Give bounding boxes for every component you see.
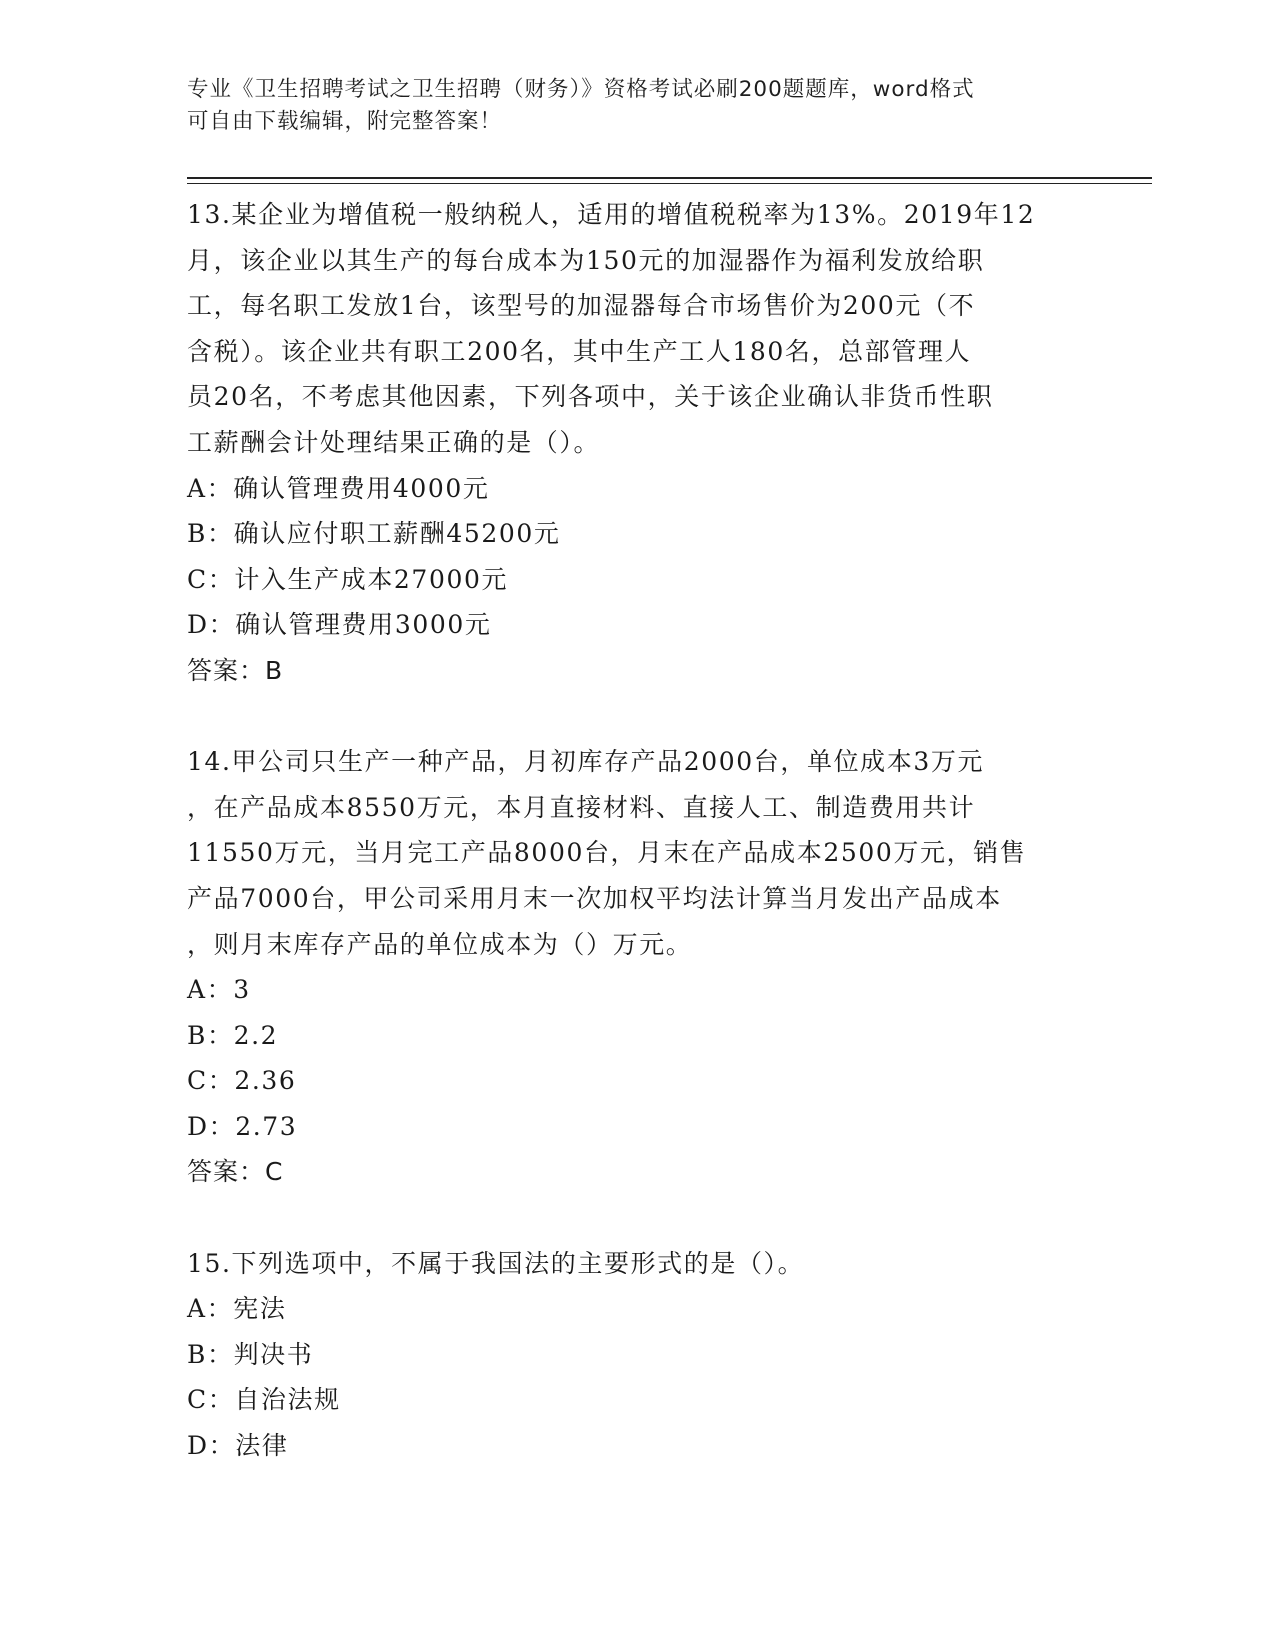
option-c: C：自治法规	[187, 1385, 341, 1415]
option-a: A：确认管理费用4000元	[187, 473, 490, 503]
question-text-line: 产品7000台，甲公司采用月末一次加权平均法计算当月发出产品成本	[187, 883, 1002, 913]
document-header	[187, 74, 1087, 138]
header-divider-thin	[187, 183, 1152, 184]
option-a: A：3	[187, 975, 251, 1005]
answer-text: 答案：B	[187, 655, 284, 685]
option-d: D：法律	[187, 1431, 289, 1461]
option-b: B：2.2	[187, 1020, 279, 1050]
option-b: B：确认应付职工薪酬45200元	[187, 519, 561, 549]
header-divider-thick	[187, 177, 1152, 179]
question-text-line: 员20名，不考虑其他因素，下列各项中，关于该企业确认非货币性职	[187, 382, 994, 412]
option-a: A：宪法	[187, 1294, 287, 1324]
header-title-line-1: 专业《卫生招聘考试之卫生招聘（财务）》资格考试必刷200题题库，word格式	[187, 77, 975, 102]
option-c: C：计入生产成本27000元	[187, 564, 509, 594]
answer-text: 答案：C	[187, 1157, 284, 1187]
header-title-line-2: 可自由下载编辑，附完整答案！	[187, 109, 503, 134]
question-14	[187, 739, 1087, 1195]
question-spacer	[187, 694, 1087, 740]
option-b: B：判决书	[187, 1339, 314, 1369]
option-c: C：2.36	[187, 1066, 297, 1096]
question-text-line: ，则月末库存产品的单位成本为（）万元。	[187, 929, 693, 959]
question-text-line: 月，该企业以其生产的每台成本为150元的加湿器作为福利发放给职	[187, 245, 985, 275]
option-d: D：2.73	[187, 1111, 298, 1141]
question-text-line: 工，每名职工发放1台，该型号的加湿器每合市场售价为200元（不	[187, 291, 976, 321]
question-text-line: 15.下列选项中，不属于我国法的主要形式的是（）。	[187, 1248, 805, 1278]
question-text-line: ，在产品成本8550万元，本月直接材料、直接人工、制造费用共计	[187, 792, 976, 822]
question-text-line: 14.甲公司只生产一种产品，月初库存产品2000台，单位成本3万元	[187, 747, 985, 777]
question-text-line: 含税）。该企业共有职工200名，其中生产工人180名，总部管理人	[187, 336, 972, 366]
question-text-line: 11550万元，当月完工产品8000台，月末在产品成本2500万元，销售	[187, 838, 1027, 868]
question-spacer	[187, 1195, 1087, 1241]
option-d: D：确认管理费用3000元	[187, 610, 492, 640]
question-15	[187, 1241, 1087, 1469]
question-list	[187, 192, 1087, 1469]
question-text-line: 13.某企业为增值税一般纳税人，适用的增值税税率为13%。2019年12	[187, 200, 1036, 229]
question-text-line: 工薪酬会计处理结果正确的是（）。	[187, 427, 601, 457]
question-13	[187, 192, 1087, 694]
